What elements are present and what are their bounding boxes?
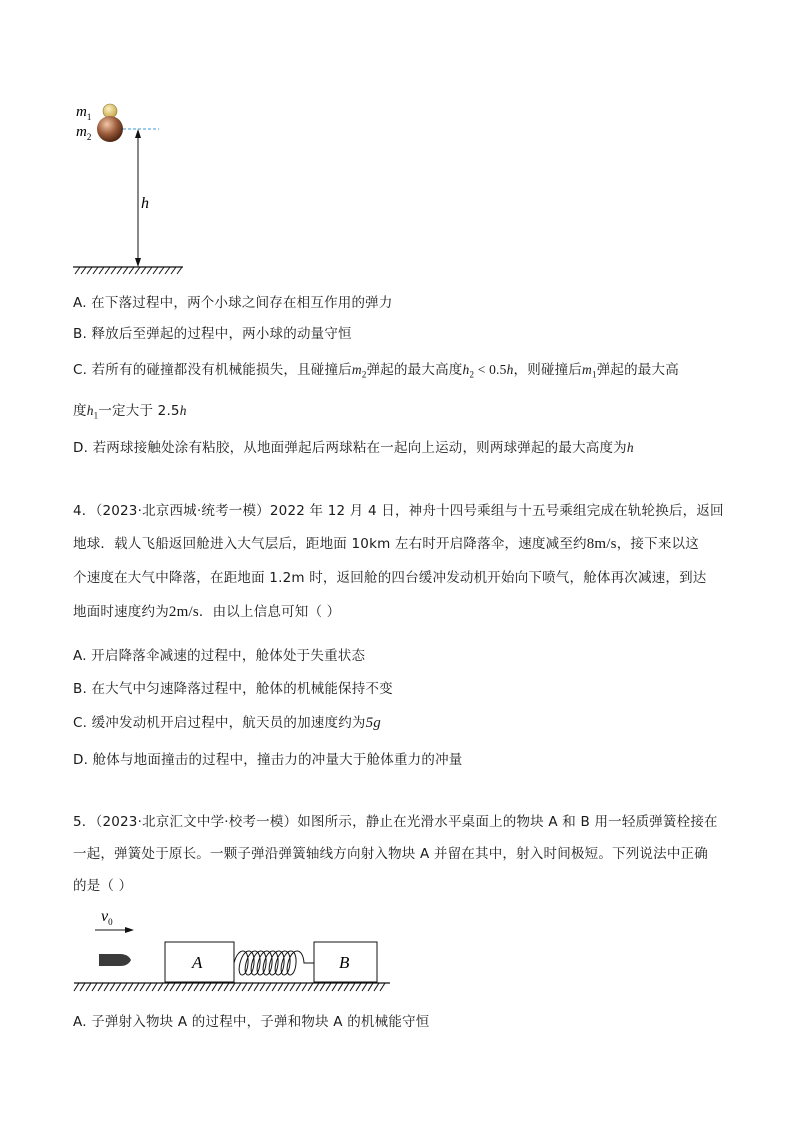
bullet-spring-figure — [68, 903, 398, 998]
q3-option-c-line1: C. 若所有的碰撞都没有机械能损失，且碰撞后$m_2$弹起的最大高度$h_2 < 0.5h$，则碰撞后$m_1$弹起的最大高 — [73, 362, 679, 380]
q3-option-d: D. 若两球接触处涂有粘胶，从地面弹起后两球粘在一起向上运动，则两球弹起的最大高度为h — [73, 440, 634, 456]
q4-option-d: D. 舱体与地面撞击的过程中，撞击力的冲量大于舱体重力的冲量 — [73, 752, 463, 768]
q3-option-b: B. 释放后至弹起的过程中，两小球的动量守恒 — [73, 326, 352, 342]
m2-label: $m_2$ — [76, 124, 92, 142]
q4-option-b: B. 在大气中匀速降落过程中，舱体的机械能保持不变 — [73, 681, 393, 697]
q4-stem-line3: 个速度在大气中降落，在距地面 1.2m 时，返回舱的四台缓冲发动机开始向下喷气，舱体再次减速，到达 — [73, 570, 707, 586]
q5-stem-line1: 5．（2023·北京汇文中学·校考一模）如图所示，静止在光滑水平桌面上的物块 A 和 B 用一轻质弹簧栓接在 — [73, 814, 718, 830]
small-ball — [103, 104, 117, 118]
block-b-label: B — [339, 953, 350, 972]
v0-label: $v_0$ — [101, 908, 113, 927]
height-arrow-head-bottom — [135, 258, 141, 267]
q4-stem-line2: 地球．载人飞船返回舱进入大气层后，距地面 10km 左右时开启降落伞，速度减至约8m/s，接下来以这 — [73, 536, 699, 552]
velocity-arrow-head — [125, 927, 134, 933]
q4-stem-line4: 地面时速度约为2m/s．由以上信息可知（ ） — [73, 604, 341, 620]
q4-stem-line1: 4．（2023·北京西城·统考一模）2022 年 12 月 4 日，神舟十四号乘组与十五号乘组完成在轨轮换后，返回 — [73, 503, 724, 519]
h-label: h — [141, 195, 149, 212]
large-ball — [97, 116, 123, 142]
spring — [234, 951, 314, 975]
q5-option-a: A. 子弹射入物块 A 的过程中，子弹和物块 A 的机械能守恒 — [73, 1014, 430, 1030]
m1-label: $m_1$ — [76, 104, 92, 122]
block-a-label: A — [192, 953, 203, 972]
q4-option-c: C. 缓冲发动机开启过程中，航天员的加速度约为5g — [73, 715, 382, 731]
bullet — [99, 954, 131, 966]
q3-option-c-line2: 度$h_1$一定大于 2.5h — [73, 403, 187, 421]
q5-stem-line2: 一起，弹簧处于原长。一颗子弹沿弹簧轴线方向射入物块 A 并留在其中，射入时间极短。下列说法中正确 — [73, 846, 708, 862]
height-arrow-head-top — [135, 129, 141, 138]
ground-hatch — [75, 267, 182, 274]
table-hatch — [74, 983, 385, 991]
q4-option-a: A. 开启降落伞减速的过程中，舱体处于失重状态 — [73, 648, 366, 664]
falling-balls-figure — [65, 95, 195, 280]
q3-option-a: A. 在下落过程中，两个小球之间存在相互作用的弹力 — [73, 295, 393, 311]
q5-stem-line3: 的是（ ） — [73, 878, 133, 894]
